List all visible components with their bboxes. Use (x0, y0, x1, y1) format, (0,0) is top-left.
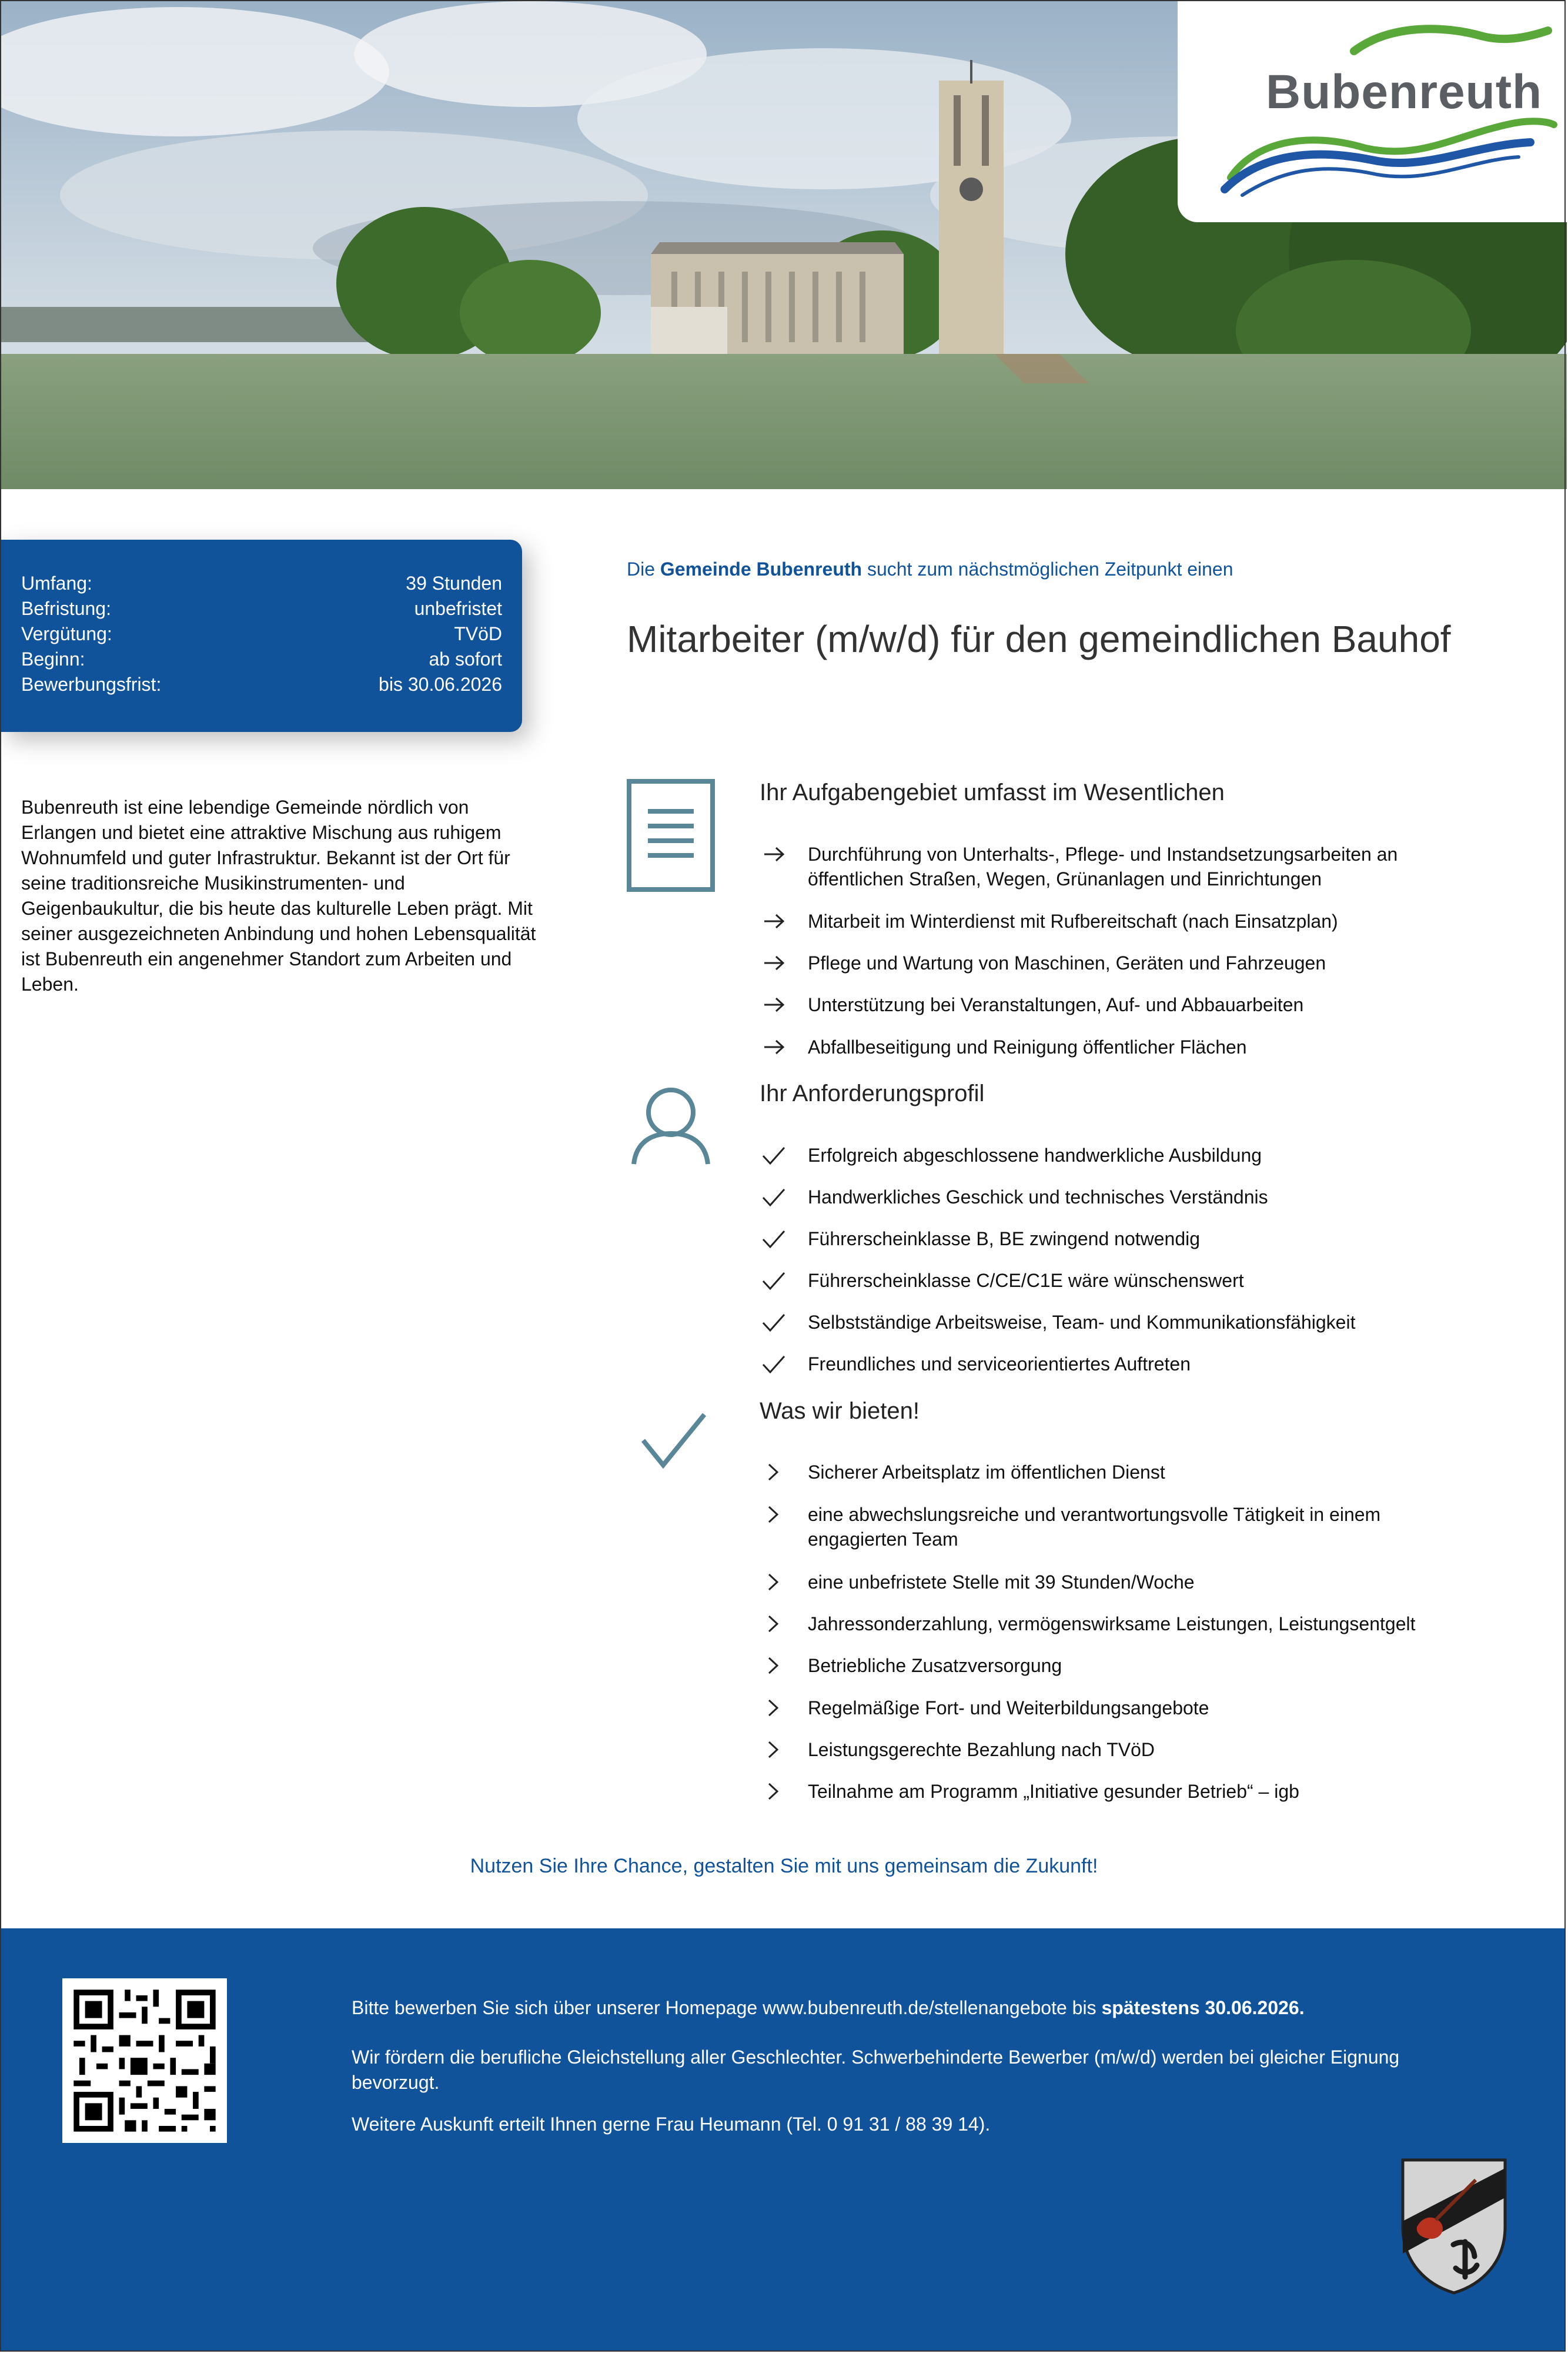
footer (1, 1928, 1566, 2350)
coat-of-arms-icon (1399, 2156, 1509, 2295)
job-facts-box (1, 540, 522, 732)
document-icon (627, 779, 715, 892)
tagline: Nutzen Sie Ihre Chance, gestalten Sie mit uns gemeinsam die Zukunft! (470, 1855, 1098, 1877)
job-title: Mitarbeiter (m/w/d) für den gemeindlichen Bauhof (627, 618, 1451, 660)
profile-item: Handwerkliches Geschick und technisches Verständnis (760, 1185, 1465, 1209)
fact-label: Bewerbungsfrist: (21, 674, 162, 695)
fact-value: TVöD (454, 623, 502, 644)
fact-label: Beginn: (21, 648, 85, 670)
fact-value: ab sofort (429, 648, 502, 670)
task-item: Pflege und Wartung von Maschinen, Geräten und Fahrzeugen (760, 951, 1465, 975)
chevron-right-icon (760, 1696, 789, 1720)
arrow-right-icon (760, 951, 789, 975)
profile-item: Selbstständige Arbeitsweise, Team- und Kommunikationsfähigkeit (760, 1310, 1465, 1335)
offer-item: eine unbefristete Stelle mit 39 Stunden/Woche (760, 1570, 1465, 1594)
fact-row (21, 674, 502, 700)
check-icon (760, 1143, 789, 1168)
check-icon (760, 1185, 789, 1209)
chevron-right-icon (760, 1653, 789, 1678)
check-icon (760, 1352, 789, 1376)
logo-card (1178, 1, 1567, 222)
offer-item: Teilnahme am Programm „Initiative gesunder Betrieb“ – igb (760, 1779, 1465, 1804)
arrow-right-icon (760, 909, 789, 934)
arrow-right-icon (760, 992, 789, 1017)
lead-post: sucht zum nächstmöglichen Zeitpunkt einen (862, 559, 1233, 580)
arrow-right-icon (760, 1035, 789, 1059)
profile-item: Führerscheinklasse C/CE/C1E wäre wünschenswert (760, 1268, 1465, 1293)
fact-row (21, 648, 502, 674)
chevron-right-icon (760, 1737, 789, 1762)
apply-deadline: spätestens 30.06.2026. (1101, 1997, 1305, 2018)
profile-heading: Ihr Anforderungsprofil (760, 1081, 985, 1106)
offer-item: Sicherer Arbeitsplatz im öffentlichen Dienst (760, 1460, 1465, 1484)
fact-value: bis 30.06.2026 (379, 674, 502, 695)
qr-code-icon (62, 1978, 227, 2143)
lead-pre: Die (627, 559, 660, 580)
fact-row (21, 598, 502, 624)
offer-item: Betriebliche Zusatzversorgung (760, 1653, 1465, 1678)
offer-item: eine abwechslungsreiche und verantwortungsvolle Tätigkeit in einem engagierten Team (760, 1502, 1465, 1552)
offer-item: Jahressonderzahlung, vermögenswirksame Leistungen, Leistungsentgelt (760, 1611, 1465, 1636)
chevron-right-icon (760, 1779, 789, 1804)
check-icon (760, 1310, 789, 1335)
fact-row (21, 623, 502, 649)
fact-value: unbefristet (414, 598, 502, 619)
logo-text: Bubenreuth (1266, 65, 1543, 119)
equality-text: Wir fördern die berufliche Gleichstellung aller Geschlechter. Schwerbehinderte Bewerber (m/w/d) werden bei gleicher Eignung bevorzugt. (352, 2047, 1400, 2093)
check-icon (760, 1268, 789, 1293)
intro-paragraph: Bubenreuth ist eine lebendige Gemeinde nördlich von Erlangen und bietet eine attraktive Mischung aus ruhigem Wohnumfeld und guter Infrastruktur. Bekannt ist der Ort für seine traditionsreiche Musikinstrumenten- und Geigenbaukultur, die bis heute das kulturelle Leben prägt. Mit seiner ausgezeichneten Anbindung und hohen Lebensqualität ist Bubenreuth ein angenehmer Standort zum Arbeiten und Leben. (21, 797, 536, 995)
check-icon (760, 1226, 789, 1251)
lead-line (627, 559, 1233, 580)
arrow-right-icon (760, 842, 789, 867)
tasks-heading: Ihr Aufgabengebiet umfasst im Wesentlichen (760, 780, 1225, 805)
offer-heading: Was wir bieten! (760, 1398, 920, 1424)
profile-item: Freundliches und serviceorientiertes Auftreten (760, 1352, 1465, 1376)
apply-pre: Bitte bewerben Sie sich über unserer Homepage www.bubenreuth.de/stellenangebote bis (352, 1997, 1102, 2018)
task-item: Durchführung von Unterhalts-, Pflege- und Instandsetzungsarbeiten an öffentlichen Straßen, Wegen, Grünanlagen und Einrichtungen (760, 842, 1465, 891)
fact-label: Befristung: (21, 598, 111, 619)
person-icon (630, 1086, 711, 1166)
chevron-right-icon (760, 1611, 789, 1636)
apply-text (352, 1995, 1469, 2021)
offer-item: Regelmäßige Fort- und Weiterbildungsangebote (760, 1696, 1465, 1720)
profile-item: Erfolgreich abgeschlossene handwerkliche Ausbildung (760, 1143, 1465, 1168)
fact-label: Umfang: (21, 573, 92, 594)
chevron-right-icon (760, 1570, 789, 1594)
fact-row (21, 573, 502, 598)
task-item: Unterstützung bei Veranstaltungen, Auf- und Abbauarbeiten (760, 992, 1465, 1017)
qr-code[interactable] (62, 1978, 227, 2143)
fact-label: Vergütung: (21, 623, 112, 644)
fact-value: 39 Stunden (406, 573, 502, 594)
task-item: Mitarbeit im Winterdienst mit Rufbereitschaft (nach Einsatzplan) (760, 909, 1465, 934)
task-item: Abfallbeseitigung und Reinigung öffentlicher Flächen (760, 1035, 1465, 1059)
lead-employer: Gemeinde Bubenreuth (660, 559, 862, 580)
chevron-right-icon (760, 1502, 789, 1527)
profile-item: Führerscheinklasse B, BE zwingend notwendig (760, 1226, 1465, 1251)
contact-text: Weitere Auskunft erteilt Ihnen gerne Frau Heumann (Tel. 0 91 31 / 88 39 14). (352, 2114, 991, 2135)
checkmark-icon (641, 1411, 707, 1470)
chevron-right-icon (760, 1460, 789, 1484)
offer-item: Leistungsgerechte Bezahlung nach TVöD (760, 1737, 1465, 1762)
